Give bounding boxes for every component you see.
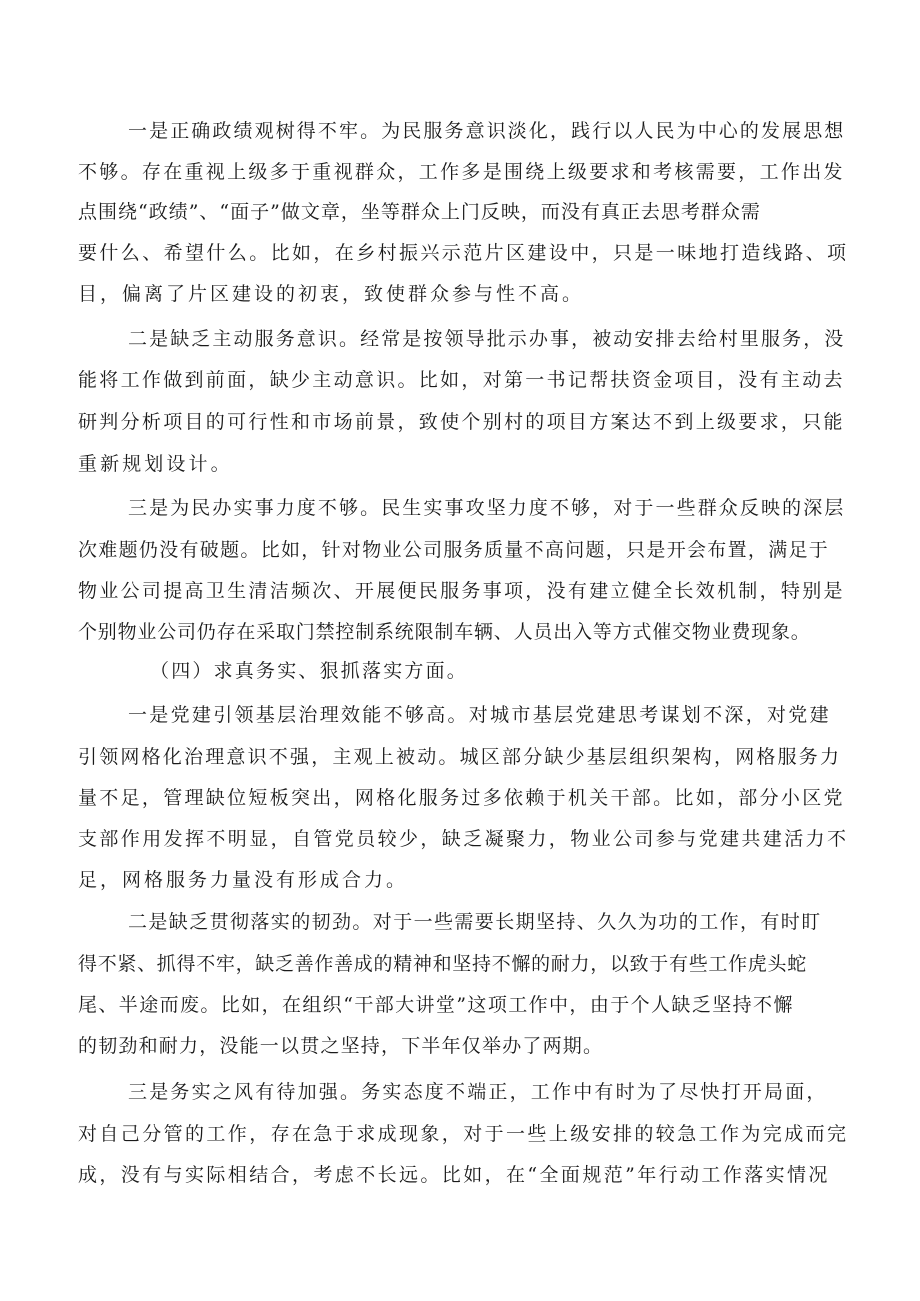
text-line: 二是缺乏主动服务意识。经常是按领导批示办事，被动安排去给村里服务，没 (128, 328, 846, 350)
text-line: 的韧劲和耐力，没能一以贯之坚持，下半年仅举办了两期。 (78, 1035, 604, 1057)
text-line: 目，偏离了片区建设的初衷，致使群众参与性不高。 (78, 283, 585, 305)
text-line: 能将工作做到前面，缺少主动意识。比如，对第一书记帮扶资金项目，没有主动去 (78, 369, 845, 391)
text-line: 一是党建引领基层治理效能不够高。对城市基层党建思考谋划不深，对党建 (128, 704, 831, 726)
text-line: 引领网格化治理意识不强，主观上被动。城区部分缺少基层组织架构，网格服务力 (78, 746, 842, 768)
text-line: 二是缺乏贯彻落实的韧劲。对于一些需要长期坚持、久久为功的工作，有时盯 (128, 911, 822, 933)
text-line: 三是为民办实事力度不够。民生实事攻坚力度不够，对于一些群众反映的深层 (128, 497, 846, 519)
text-line: 不够。存在重视上级多于重视群众，工作多是围绕上级要求和考核需要，工作出发 (78, 161, 845, 183)
text-line: 支部作用发挥不明显，自管党员较少，缺乏凝聚力，物业公司参与党建共建活力不 (78, 828, 849, 850)
text-line: 足，网格服务力量没有形成合力。 (78, 869, 409, 891)
text-line: 一是正确政绩观树得不牢。为民服务意识淡化，践行以人民为中心的发展思想 (128, 120, 846, 142)
text-line: 点围绕“政绩”、“面子”做文章，坐等群众上门反映，而没有真正去思考群众需 (78, 201, 761, 223)
text-line: 对自己分管的工作，存在急于求成现象，对于一些上级安排的较急工作为完成而完 (78, 1123, 849, 1145)
text-line: 三是务实之风有待加强。务实态度不端正，工作中有时为了尽快打开局面， (128, 1081, 828, 1103)
text-line: 物业公司提高卫生清洁频次、开展便民服务事项，没有建立健全长效机制，特别是 (78, 580, 845, 602)
text-line: 得不紧、抓得不牢，缺乏善作善成的精神和坚持不懈的耐力，以致于有些工作虎头蛇 (78, 953, 807, 975)
text-line: 重新规划设计。 (78, 453, 233, 475)
section-heading: （四）求真务实、狠抓落实方面。 (150, 660, 469, 682)
text-line: 个别物业公司仍存在采取门禁控制系统限制车辆、人员出入等方式催交物业费现象。 (78, 621, 811, 643)
text-line: 量不足，管理缺位短板突出，网格化服务过多依赖于机关干部。比如，部分小区党 (78, 787, 845, 809)
text-line: 次难题仍没有破题。比如，针对物业公司服务质量不高问题，只是开会布置，满足于 (78, 539, 830, 561)
text-line: 成，没有与实际相结合，考虑不长远。比如，在“全面规范”年行动工作落实情况 (78, 1164, 830, 1186)
text-line: 尾、半途而废。比如，在组织“干部大讲堂”这项工作中，由于个人缺乏坚持不懈 (78, 994, 794, 1016)
text-line: 要什么、希望什么。比如，在乡村振兴示范片区建设中，只是一味地打造线路、项 (78, 242, 849, 264)
text-line: 研判分析项目的可行性和市场前景，致使个别村的项目方案达不到上级要求，只能 (78, 411, 845, 433)
